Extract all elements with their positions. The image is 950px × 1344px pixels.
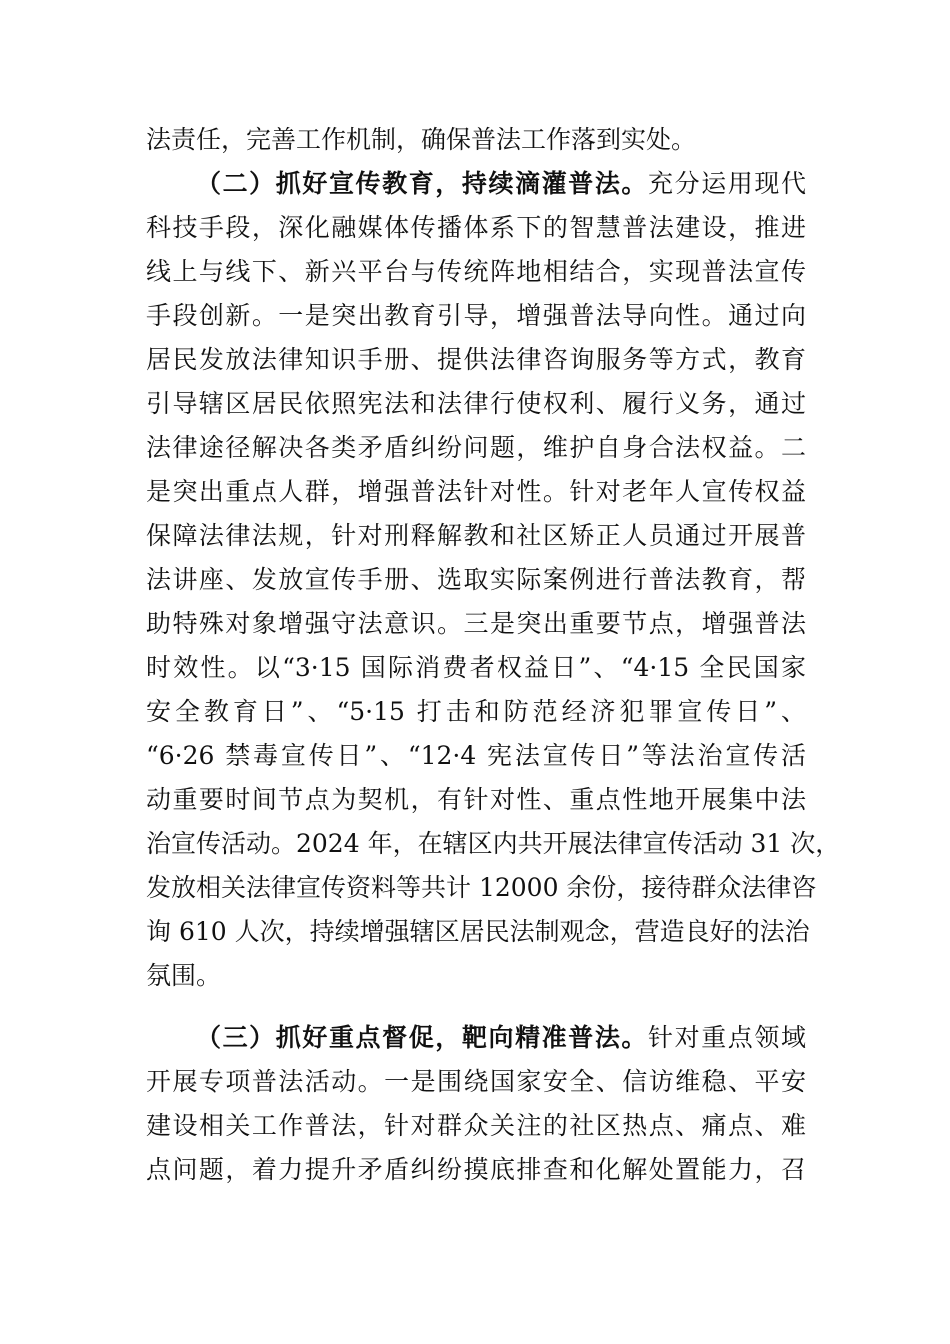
paragraph-line: 手段创新。一是突出教育引导，增强普法导向性。通过向 (146, 301, 806, 330)
paragraph-line: 发放相关法律宣传资料等共计 12000 余份，接待群众法律咨 (146, 873, 817, 902)
paragraph-line: 法责任，完善工作机制，确保普法工作落到实处。 (146, 125, 697, 154)
paragraph-line: 治宣传活动。2024 年，在辖区内共开展法律宣传活动 31 次， (146, 829, 841, 858)
paragraph-line: 开展专项普法活动。一是围绕国家安全、信访维稳、平安 (146, 1067, 806, 1096)
paragraph-text: 针对重点领域 (648, 1023, 806, 1052)
paragraph-line: 科技手段，深化融媒体传播体系下的智慧普法建设，推进 (146, 213, 806, 242)
paragraph-line: 氛围。 (146, 961, 222, 990)
paragraph-line: 点问题，着力提升矛盾纠纷摸底排查和化解处置能力，召 (146, 1155, 806, 1184)
paragraph-text: 充分运用现代 (648, 169, 806, 198)
paragraph-line: 建设相关工作普法，针对群众关注的社区热点、痛点、难 (146, 1111, 806, 1140)
section-heading: （二）抓好宣传教育，持续滴灌普法。 (196, 169, 649, 198)
paragraph-line: 助特殊对象增强守法意识。三是突出重要节点，增强普法 (146, 609, 806, 638)
paragraph-line: 时效性。以“3·15 国际消费者权益日”、“4·15 全民国家 (146, 653, 806, 682)
paragraph-line: 法讲座、发放宣传手册、选取实际案例进行普法教育，帮 (146, 565, 806, 594)
section-heading-line (196, 162, 806, 206)
paragraph-line: 居民发放法律知识手册、提供法律咨询服务等方式，教育 (146, 345, 806, 374)
paragraph-line: 安全教育日”、“5·15 打击和防范经济犯罪宣传日”、 (146, 697, 806, 726)
section-heading-line (196, 1016, 806, 1060)
paragraph-line: 引导辖区居民依照宪法和法律行使权利、履行义务，通过 (146, 389, 806, 418)
paragraph-line: 动重要时间节点为契机，有针对性、重点性地开展集中法 (146, 785, 806, 814)
paragraph-line: “6·26 禁毒宣传日”、“12·4 宪法宣传日”等法治宣传活 (146, 741, 806, 770)
paragraph-line: 线上与线下、新兴平台与传统阵地相结合，实现普法宣传 (146, 257, 806, 286)
paragraph-line: 询 610 人次，持续增强辖区居民法制观念，营造良好的法治 (146, 917, 810, 946)
section-heading: （三）抓好重点督促，靶向精准普法。 (196, 1023, 649, 1052)
paragraph-line: 是突出重点人群，增强普法针对性。针对老年人宣传权益 (146, 477, 806, 506)
paragraph-line: 保障法律法规，针对刑释解教和社区矫正人员通过开展普 (146, 521, 806, 550)
paragraph-line: 法律途径解决各类矛盾纠纷问题，维护自身合法权益。二 (146, 433, 806, 462)
